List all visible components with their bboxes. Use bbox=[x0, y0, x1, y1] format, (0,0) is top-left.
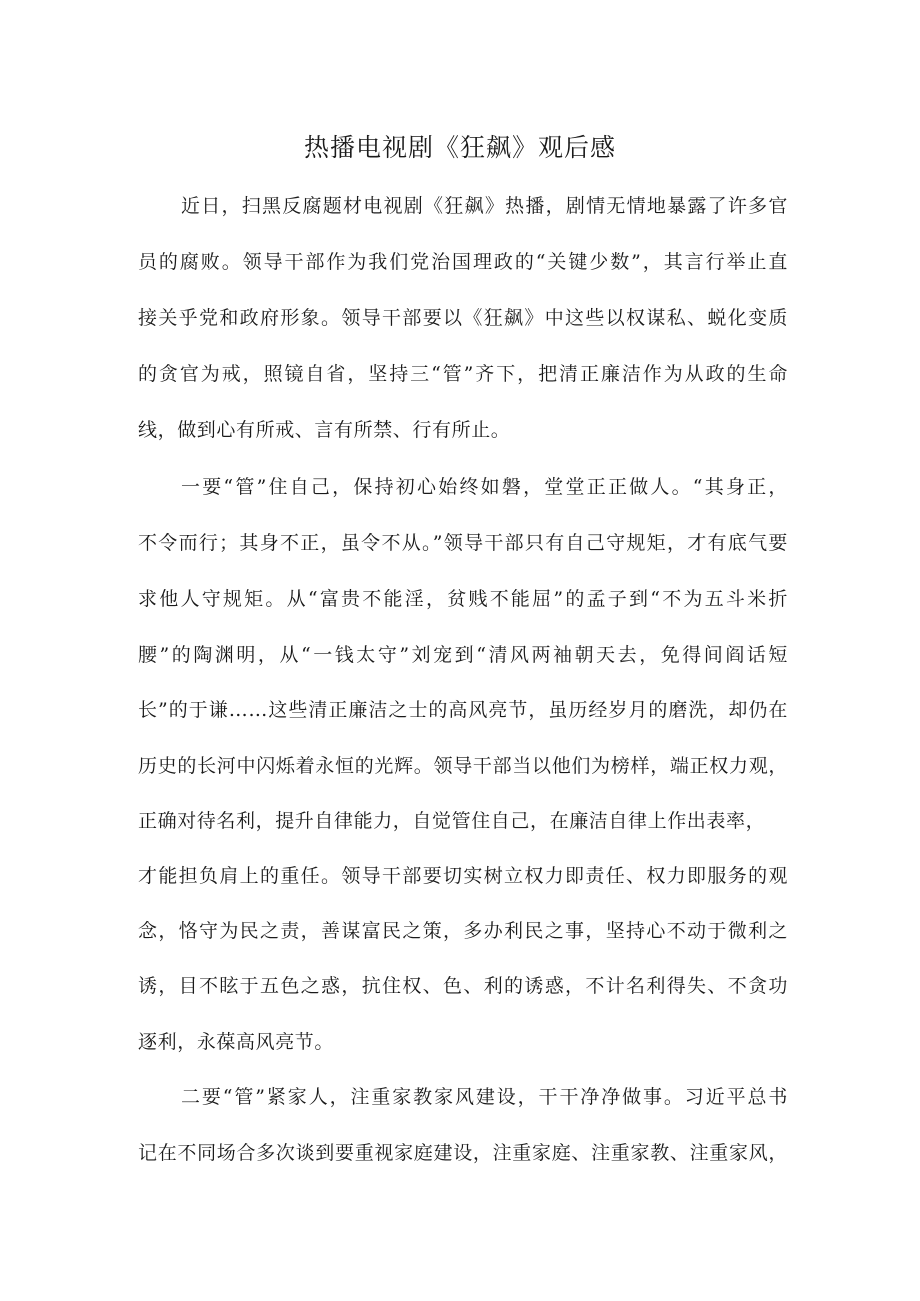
paragraph-2-line-10: 诱，目不眩于五色之惑，抗住权、色、利的诱惑，不计名利得失、不贪功 bbox=[138, 975, 788, 997]
paragraph-2-line-3: 求他人守规矩。从“富贵不能淫，贫贱不能屈”的孟子到“不为五斗米折 bbox=[138, 588, 788, 610]
paragraph-2-line-2: 不令而行；其身不正，虽令不从。”领导干部只有自己守规矩，才有底气要 bbox=[138, 532, 788, 554]
paragraph-2-line-6: 历史的长河中闪烁着永恒的光辉。领导干部当以他们为榜样，端正权力观， bbox=[138, 755, 788, 777]
paragraph-2-line-7: 正确对待名利，提升自律能力，自觉管住自己，在廉洁自律上作出表率， bbox=[138, 810, 766, 832]
document-title: 热播电视剧《狂飙》观后感 bbox=[303, 133, 616, 162]
paragraph-1-line-3: 接关乎党和政府形象。领导干部要以《狂飙》中这些以权谋私、蜕化变质 bbox=[138, 307, 788, 329]
paragraph-2-line-8: 才能担负肩上的重任。领导干部要切实树立权力即责任、权力即服务的观 bbox=[138, 865, 788, 887]
paragraph-2-line-9: 念，恪守为民之责，善谋富民之策，多办利民之事，坚持心不动于微利之 bbox=[138, 920, 788, 942]
paragraph-3-line-2: 记在不同场合多次谈到要重视家庭建设，注重家庭、注重家教、注重家风， bbox=[138, 1142, 788, 1164]
paragraph-1-line-4: 的贪官为戒，照镜自省，坚持三“管”齐下，把清正廉洁作为从政的生命 bbox=[138, 363, 788, 385]
paragraph-2-line-4: 腰”的陶渊明，从“一钱太守”刘宠到“清风两袖朝天去，免得间阎话短 bbox=[138, 644, 788, 666]
paragraph-2-line-11: 逐利，永葆高风亮节。 bbox=[138, 1031, 335, 1053]
paragraph-2-line-1: 一要“管”住自己，保持初心始终如磐，堂堂正正做人。“其身正， bbox=[181, 476, 788, 498]
paragraph-1-line-1: 近日，扫黑反腐题材电视剧《狂飙》热播，剧情无情地暴露了许多官 bbox=[181, 195, 788, 217]
paragraph-3-line-1: 二要“管”紧家人，注重家教家风建设，干干净净做事。习近平总书 bbox=[181, 1086, 788, 1108]
paragraph-1-line-2: 员的腐败。领导干部作为我们党治国理政的“关键少数”，其言行举止直 bbox=[138, 251, 788, 273]
paragraph-1-line-5: 线，做到心有所戒、言有所禁、行有所止。 bbox=[138, 419, 511, 441]
paragraph-2-line-5: 长”的于谦……这些清正廉洁之士的高风亮节，虽历经岁月的磨洗，却仍在 bbox=[138, 699, 788, 721]
